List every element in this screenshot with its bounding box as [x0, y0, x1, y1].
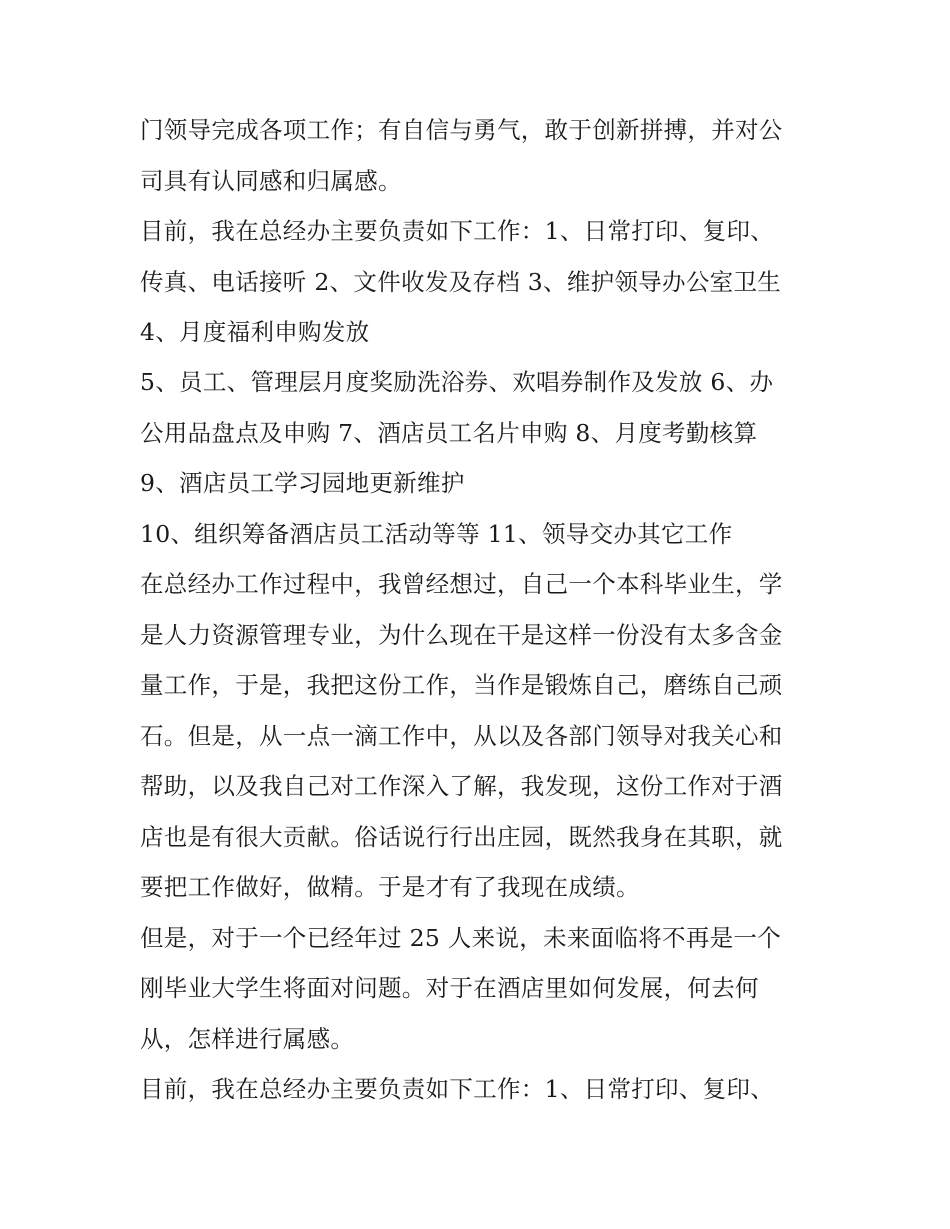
- text-line: 目前，我在总经办主要负责如下工作：1、日常打印、复印、: [140, 1075, 775, 1103]
- text-line: 帮助，以及我自己对工作深入了解，我发现，这份工作对于酒: [140, 772, 783, 800]
- text-line: 从，怎样进行属感。: [140, 1025, 355, 1053]
- text-line: 门领导完成各项工作；有自信与勇气，敢于创新拼搏，并对公: [140, 116, 783, 144]
- text-line: 量工作，于是，我把这份工作，当作是锻炼自己，磨练自己顽: [140, 671, 783, 699]
- text-line: 4、月度福利申购发放: [140, 318, 370, 346]
- text-line: 但是，对于一个已经年过 25 人来说，未来面临将不再是一个: [140, 924, 782, 952]
- text-line: 刚毕业大学生将面对问题。对于在酒店里如何发展，何去何: [140, 974, 759, 1002]
- text-line: 公用品盘点及申购 7、酒店员工名片申购 8、月度考勤核算: [140, 419, 758, 447]
- text-line: 在总经办工作过程中，我曾经想过，自己一个本科毕业生，学: [140, 570, 783, 598]
- text-line: 店也是有很大贡献。俗话说行行出庄园，既然我身在其职，就: [140, 823, 783, 851]
- text-line: 10、组织筹备酒店员工活动等等 11、领导交办其它工作: [140, 520, 733, 548]
- text-line: 目前，我在总经办主要负责如下工作：1、日常打印、复印、: [140, 217, 775, 245]
- text-line: 传真、电话接听 2、文件收发及存档 3、维护领导办公室卫生: [140, 268, 782, 296]
- text-line: 司具有认同感和归属感。: [140, 167, 402, 195]
- text-line: 是人力资源管理专业，为什么现在干是这样一份没有太多含金: [140, 621, 783, 649]
- text-line: 石。但是，从一点一滴工作中，从以及各部门领导对我关心和: [140, 722, 783, 750]
- text-line: 9、酒店员工学习园地更新维护: [140, 469, 465, 497]
- text-line: 要把工作做好，做精。于是才有了我现在成绩。: [140, 873, 640, 901]
- text-line: 5、员工、管理层月度奖励洗浴券、欢唱券制作及发放 6、办: [140, 368, 774, 396]
